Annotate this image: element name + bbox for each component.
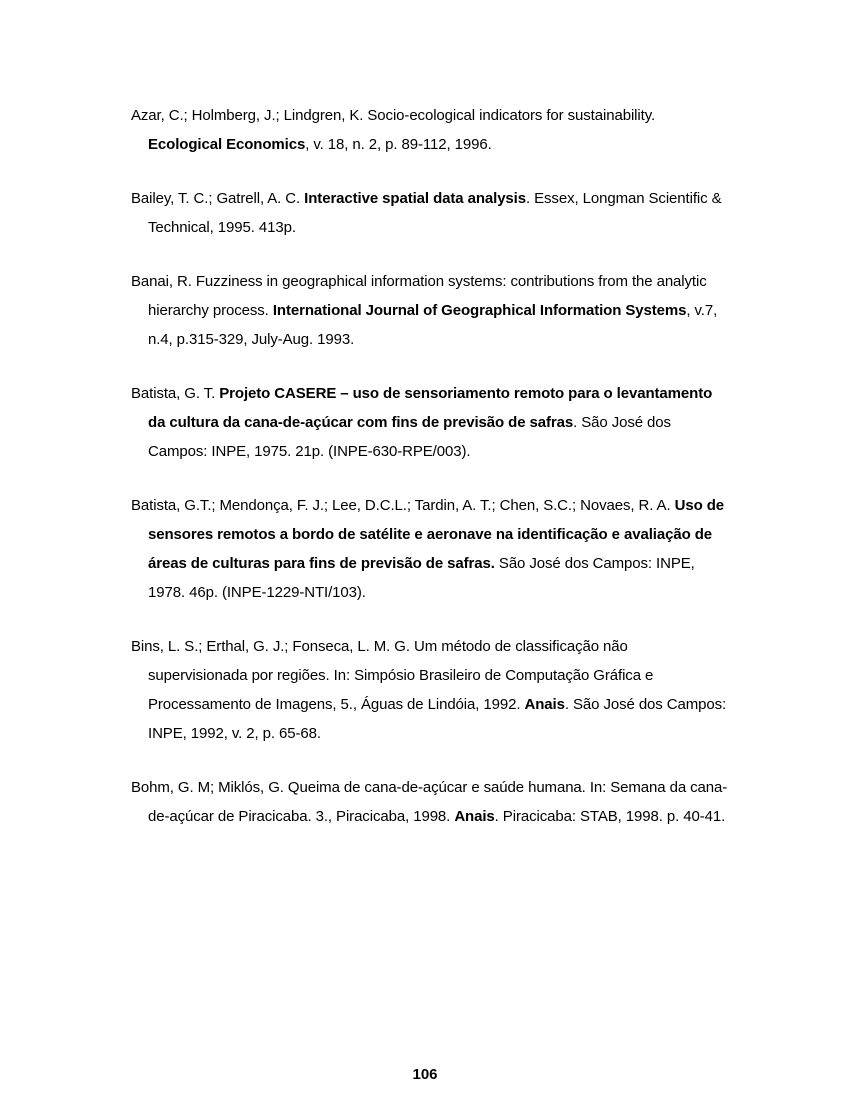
reference-bold-title: Projeto CASERE – uso de sensoriamento remoto para o levantamento da cultura da cana-de-açúcar com fins de previsão de safras	[148, 385, 713, 431]
reference-text: Batista, G. T.	[131, 385, 220, 402]
reference-text: Azar, C.; Holmberg, J.; Lindgren, K. Socio-ecological indicators for sustainability.	[131, 107, 656, 124]
page-number: 106	[412, 1066, 438, 1083]
reference-entry	[131, 184, 731, 242]
reference-entry	[131, 267, 731, 354]
reference-text: Bins, L. S.; Erthal, G. J.; Fonseca, L. M. G. Um método de classificação não supervisionada por regiões. In: Simpósio Brasileiro de Computação Gráfica e Processamento de Imagens, 5., Águas de Lindóia, 1992.	[131, 638, 654, 713]
reference-text: . São José dos Campos: INPE, 1992, v. 2, p. 65-68.	[148, 696, 727, 742]
reference-text: Bohm, G. M; Miklós, G. Queima de cana-de-açúcar e saúde humana. In: Semana da cana-de-açúcar de Piracicaba. 3., Piracicaba, 1998.	[131, 779, 728, 825]
reference-text: . Essex, Longman Scientific & Technical, 1995. 413p.	[148, 190, 722, 236]
reference-entry	[131, 632, 731, 748]
reference-bold-title: Anais	[454, 808, 495, 825]
reference-entry	[131, 101, 731, 159]
reference-bold-title: Interactive spatial data analysis	[304, 190, 526, 207]
reference-bold-title: International Journal of Geographical Information Systems	[272, 302, 687, 319]
reference-bold-title: Ecological Economics	[148, 136, 306, 153]
reference-text: . São José dos Campos: INPE, 1975. 21p. (INPE-630-RPE/003).	[148, 414, 671, 460]
reference-entry	[131, 379, 731, 466]
reference-text: . Piracicaba: STAB, 1998. p. 40-41.	[494, 808, 726, 825]
reference-text: Batista, G.T.; Mendonça, F. J.; Lee, D.C.L.; Tardin, A. T.; Chen, S.C.; Novaes, R. A.	[131, 497, 675, 514]
reference-list	[131, 101, 731, 856]
reference-text: São José dos Campos: INPE, 1978. 46p. (INPE-1229-NTI/103).	[148, 555, 695, 601]
reference-text: , v.7, n.4, p.315-329, July-Aug. 1993.	[148, 302, 718, 348]
reference-bold-title: Uso de sensores remotos a bordo de satélite e aeronave na identificação e avaliação de áreas de culturas para fins de previsão de safras.	[148, 497, 725, 572]
reference-text: Banai, R. Fuzziness in geographical information systems: contributions from the analytic hierarchy process.	[131, 273, 707, 319]
reference-entry	[131, 491, 731, 607]
reference-text: Bailey, T. C.; Gatrell, A. C.	[131, 190, 305, 207]
reference-bold-title: Anais	[524, 696, 565, 713]
reference-entry	[131, 773, 731, 831]
reference-text: , v. 18, n. 2, p. 89-112, 1996.	[305, 136, 492, 153]
